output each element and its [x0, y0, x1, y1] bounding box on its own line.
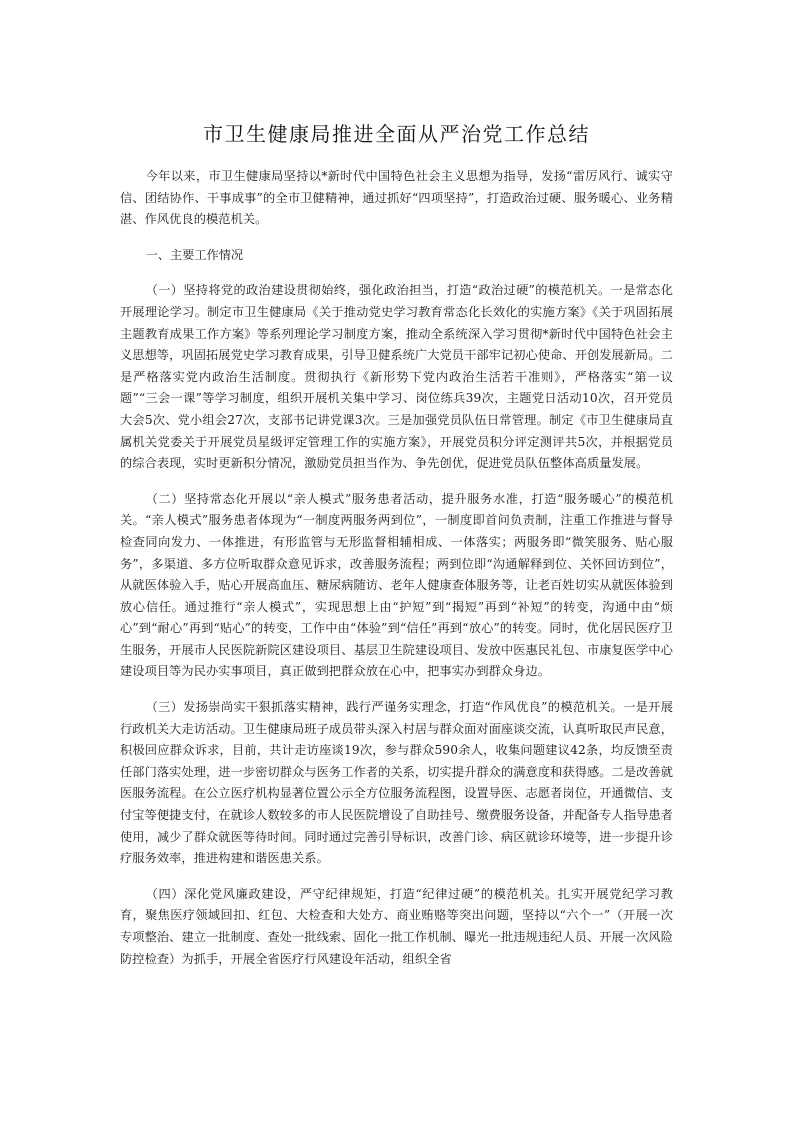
body-paragraph: （一）坚持将党的政治建设贯彻始终，强化政治担当，打造“政治过硬”的模范机关。一是常态化开展理论学习。制定市卫生健康局《关于推动党史学习教育常态化长效化的实施方案》《关于巩固拓展主题教育成果工作方案》等系列理论学习制度方案，推动全系统深入学习贯彻*新时代中国特色社会主义思想等，巩固拓展党史学习教育成果，引导卫健系统广大党员干部牢记初心使命、开创发展新局。二是严格落实党内政治生活制度。贯彻执行《新形势下党内政治生活若干准则》，严格落实“第一议题”“三会一课”等学习制度，组织开展机关集中学习、岗位练兵39次，主题党日活动10次，召开党员大会5次、党小组会27次，支部书记讲党课3次。三是加强党员队伍日常管理。制定《市卫生健康局直属机关党委关于开展党员星级评定管理工作的实施方案》，开展党员积分评定测评共5次，并根据党员的综合表现，实时更新积分情况，激励党员担当作为、争先创优，促进党员队伍整体高质量发展。 [120, 283, 673, 471]
intro-paragraph: 今年以来，市卫生健康局坚持以*新时代中国特色社会主义思想为指导，发扬“雷厉风行、诚实守信、团结协作、干事成事”的全市卫健精神，通过抓好“四项坚持”，打造政治过硬、服务暖心、业务精湛、作风优良的模范机关。 [120, 169, 673, 227]
section-heading: 一、主要工作情况 [145, 247, 244, 262]
document-page [120, 118, 673, 984]
document-title: 市卫生健康局推进全面从严治党工作总结 [203, 122, 590, 146]
body-paragraph: （三）发扬崇尚实干狠抓落实精神，践行严谨务实理念，打造“作风优良”的模范机关。一是开展行政机关大走访活动。卫生健康局班子成员带头深入村居与群众面对面座谈交流，认真听取民声民意，积极回应群众诉求，目前，共计走访座谈19次，参与群众590余人，收集问题建议42条，均反馈至责任部门落实处理，进一步密切群众与医务工作者的关系，切实提升群众的满意度和获得感。二是改善就医服务流程。在公立医疗机构显著位置公示全方位服务流程图，设置导医、志愿者岗位，开通微信、支付宝等便捷支付，在就诊人数较多的市人民医院增设了自助挂号、缴费服务设备，并配备专人指导患者使用，减少了群众就医等待时间。同时通过完善引导标识，改善门诊、病区就诊环境等，进一步提升诊疗服务效率，推进构建和谐医患关系。 [120, 700, 673, 866]
body-paragraph: （四）深化党风廉政建设，严守纪律规矩，打造“纪律过硬”的模范机关。扎实开展党纪学习教育，聚焦医疗领域回扣、红包、大检查和大处方、商业贿赂等突出问题，坚持以“六个一”（开展一次专项整治、建立一批制度、查处一批线索、固化一批工作机制、曝光一批违规违纪人员、开展一次风险防控检查）为抓手，开展全省医疗行风建设年活动，组织全省 [120, 886, 673, 966]
body-paragraph: （二）坚持常态化开展以“亲人模式”服务患者活动，提升服务水准，打造“服务暖心”的模范机关。“亲人模式”服务患者体现为“一制度两服务两到位”，一制度即首问负责制，注重工作推进与督导检查同向发力、一体推进，有形监管与无形监督相辅相成、一体落实；两服务即“微笑服务、贴心服务”，多渠道、多方位听取群众意见诉求，改善服务流程；两到位即“沟通解释到位、关怀回访到位”，从就医体验入手，贴心开展高血压、糖尿病随访、老年人健康查体服务等，让老百姓切实从就医体验到放心信任。通过推行“亲人模式”，实现思想上由“护短”到“揭短”再到“补短”的转变，沟通中由“烦心”到“耐心”再到“贴心”的转变，工作中由“体验”到“信任”再到“放心”的转变。同时，优化居民医疗卫生服务，开展市人民医院新院区建设项目、基层卫生院建设项目、发放中医惠民礼包、市康复医学中心建设项目等为民办实事项目，真正做到把群众放在心中，把事实办到群众身边。 [120, 491, 673, 679]
